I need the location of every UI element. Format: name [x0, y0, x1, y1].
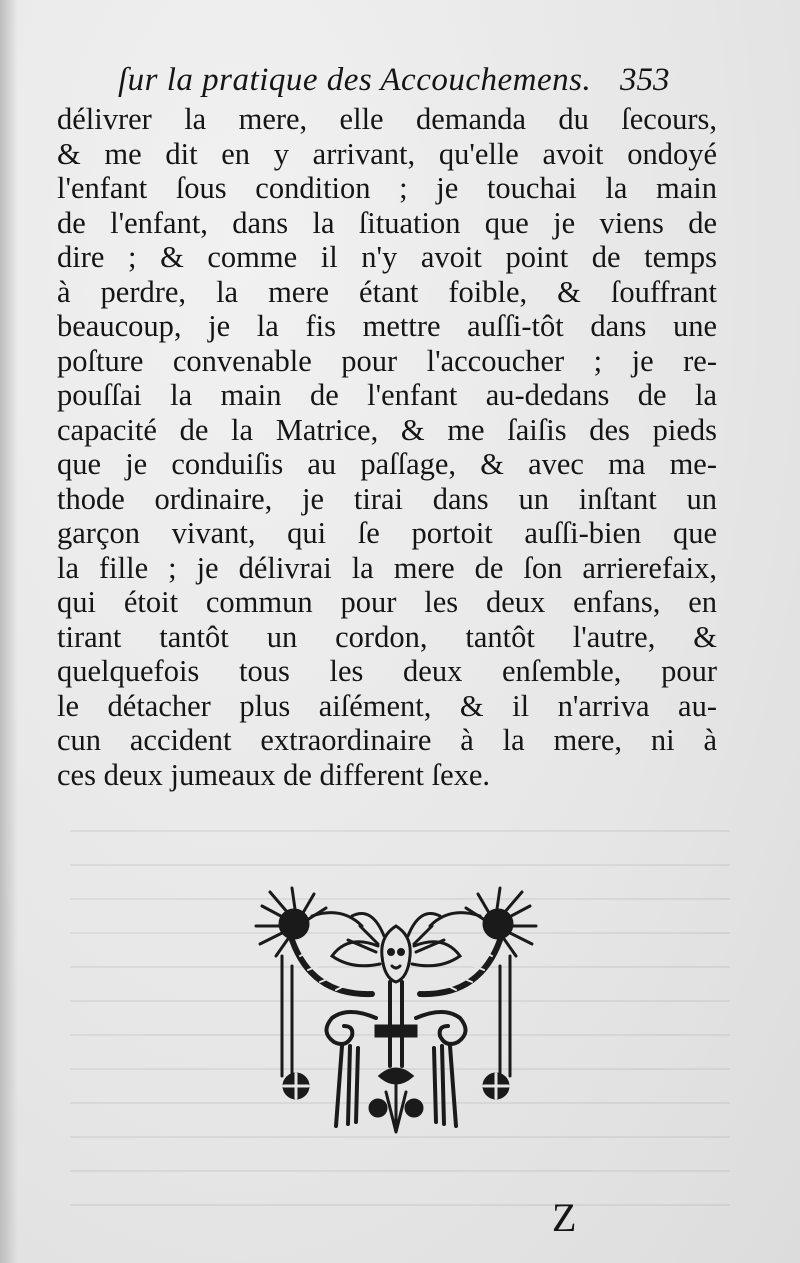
text-line: quelquefois tous les deux enſemble, pour — [57, 654, 717, 688]
cherub-garland-ornament-icon — [252, 886, 540, 1136]
text-line: garçon vivant, qui ſe portoit auſſi-bien que — [57, 516, 717, 550]
text-line: & me dit en y arrivant, qu'elle avoit ondoyé — [57, 136, 717, 171]
text-line: thode ordinaire, je tirai dans un inſtant un — [57, 481, 717, 516]
text-line: délivrer la mere, elle demanda du ſecours, — [57, 102, 717, 136]
page-gutter-shadow — [0, 0, 18, 1263]
text-line: qui étoit commun pour les deux enfans, en — [57, 585, 717, 619]
cherub-head-icon — [332, 914, 460, 983]
running-title: ſur la pratique des Accouchemens. — [118, 62, 592, 98]
central-pendant-icon — [370, 1069, 422, 1132]
text-line: capacité de la Matrice, & me ſaiſis des pieds — [57, 412, 717, 447]
body-text — [57, 102, 717, 792]
page-header — [118, 58, 718, 102]
signature-mark: Z — [552, 1195, 577, 1240]
left-tassel-icon — [284, 1046, 358, 1126]
text-line: que je conduiſis au paſſage, & avec ma me- — [57, 447, 717, 481]
text-line: l'enfant ſous condition ; je touchai la main — [57, 171, 717, 205]
text-line: ces deux jumeaux de different ſexe. — [57, 757, 491, 792]
text-line: tirant tantôt un cordon, tantôt l'autre, & — [57, 619, 717, 654]
text-line: de l'enfant, dans la ſituation que je viens de — [57, 205, 717, 240]
text-line: à perdre, la mere étant foible, & ſouffrant — [57, 274, 717, 309]
page-number: 353 — [620, 62, 670, 98]
text-line: le détacher plus aiſément, & il n'arriva au- — [57, 688, 717, 723]
text-line: la fille ; je délivrai la mere de ſon arrierefaix, — [57, 550, 717, 585]
text-line: poſture convenable pour l'accoucher ; je re- — [57, 343, 717, 378]
text-line: pouſſai la main de l'enfant au-dedans de la — [57, 378, 717, 412]
text-line: cun accident extraordinaire à la mere, ni à — [57, 723, 717, 757]
right-tassel-icon — [434, 1046, 508, 1126]
text-line: dire ; & comme il n'y avoit point de temps — [57, 240, 717, 274]
text-line: beaucoup, je la fis mettre auſſi-tôt dans une — [57, 309, 717, 343]
